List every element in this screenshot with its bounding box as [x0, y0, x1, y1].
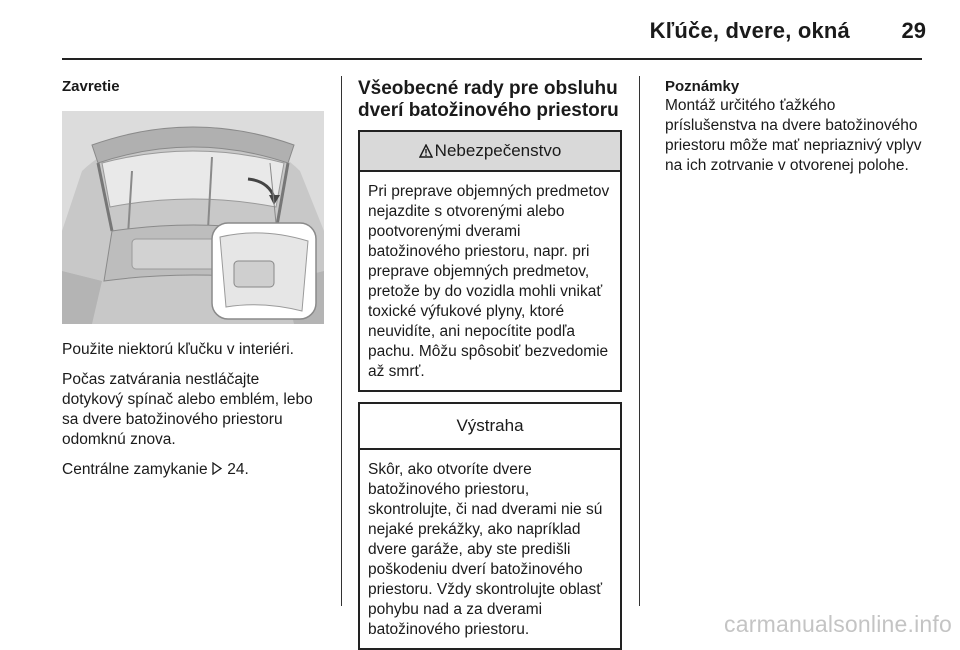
danger-box	[358, 130, 622, 392]
tailgate-closing-illustration	[62, 111, 324, 324]
column-divider-2	[639, 76, 640, 606]
closing-subheading: Zavretie	[62, 78, 120, 95]
right-column	[665, 78, 925, 176]
paragraph-closing-advice: Počas zatvárania nestláčajte dotykový spínač alebo emblém, lebo sa dvere batožinového priestoru odomknú znova.	[62, 371, 313, 448]
column-divider-1	[341, 76, 342, 606]
middle-column	[358, 78, 622, 650]
page-number: 29	[901, 18, 926, 43]
central-locking-page-ref[interactable]: 24.	[227, 461, 249, 478]
warning-box-header	[360, 404, 620, 450]
watermark: carmanualsonline.info	[724, 611, 952, 637]
page-header-title: Kľúče, dvere, okná	[649, 18, 850, 43]
warning-box	[358, 402, 622, 650]
note-text: Montáž určitého ťažkého príslušenstva na dvere batožinového priestoru môže mať nepriaznivý vplyv na ich zotrvanie v otvorenej polohe.	[665, 97, 922, 174]
warning-box-title: Výstraha	[456, 416, 524, 435]
header-divider	[62, 58, 922, 60]
left-column	[62, 78, 324, 480]
section-title: Všeobecné rady pre obsluhu dverí batožinového priestoru	[358, 78, 619, 121]
paragraph-use-handle: Použite niektorú kľučku v interiéri.	[62, 341, 294, 358]
danger-box-title: Nebezpečenstvo	[434, 141, 562, 160]
warning-box-body: Skôr, ako otvoríte dvere batožinového priestoru, skontrolujte, či nad dverami nie sú nejaké prekážky, ako napríklad dvere garáže, aby ste predišli poškodeniu dverí batožinového priestoru. Vždy skontrolujte oblasť pohybu nad a za dverami batožinového priestoru.	[368, 461, 603, 638]
danger-box-header	[360, 132, 620, 172]
paragraph-central-locking	[62, 460, 324, 480]
note-title: Poznámky	[665, 78, 740, 95]
central-locking-text: Centrálne zamykanie	[62, 461, 208, 478]
page-reference-arrow-icon	[212, 462, 223, 475]
warning-triangle-icon	[419, 144, 433, 158]
danger-box-body: Pri preprave objemných predmetov nejazdite s otvorenými alebo pootvorenými dverami batožinového priestoru, napr. pri preprave objemných predmetov, pretože by do vozidla mohli vnikať toxické výfukové plyny, ktoré neuvidíte, ani nepocítite podľa pachu. Môžu spôsobiť bezvedomie až smrť.	[368, 183, 610, 380]
